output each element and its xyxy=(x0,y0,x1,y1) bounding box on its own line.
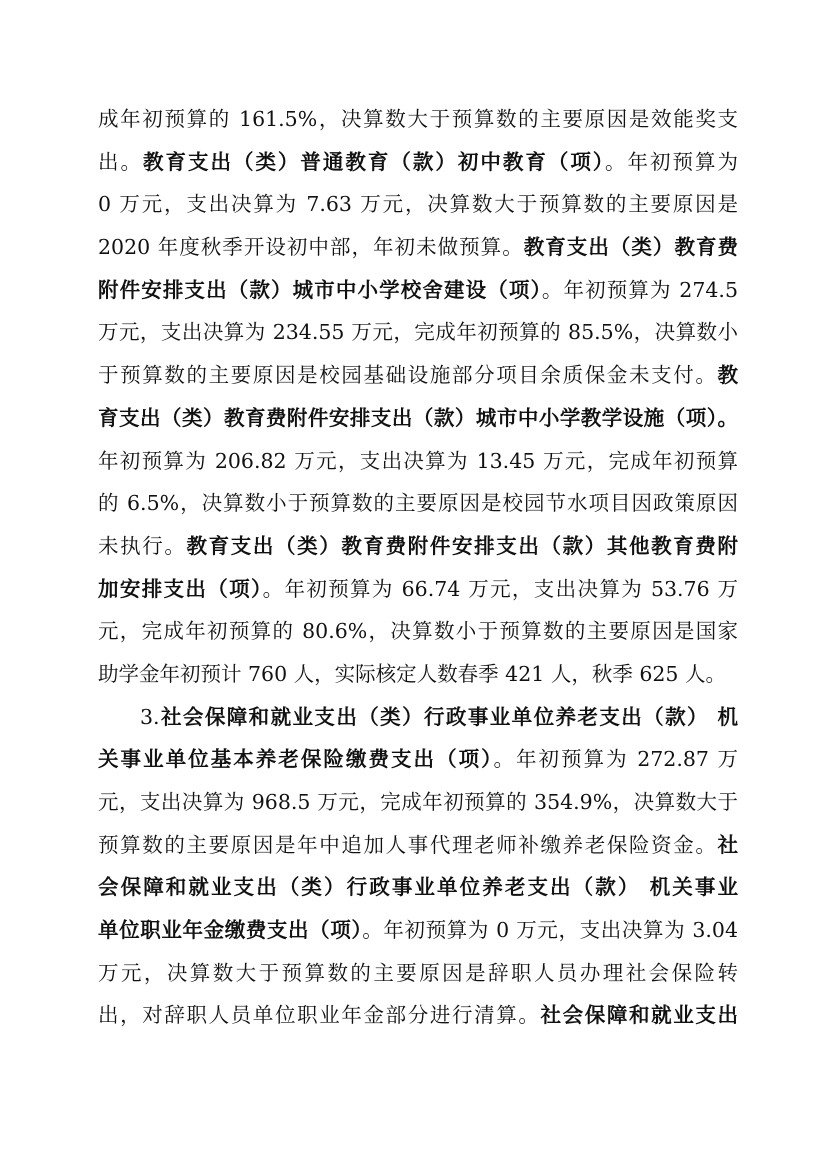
heading-run: 会保障和就业支出（类）行政事业单位养老支出（款） 机关事业 xyxy=(98,875,738,900)
text-run: 成年初预算的 161.5%，决算数大于预算数的主要原因是效能奖支 xyxy=(98,107,738,131)
text-run: 万元，支出决算为 234.55 万元，完成年初预算的 85.5%，决算数小 xyxy=(98,320,738,345)
text-line xyxy=(98,653,738,696)
body-text xyxy=(98,98,738,1037)
heading-run: 单位职业年金缴费支出（项） xyxy=(98,918,363,943)
text-line xyxy=(98,909,738,952)
text-line xyxy=(98,311,738,354)
text-line xyxy=(98,440,738,483)
text-run: 。年初预算为 274.5 xyxy=(541,277,738,302)
text-line xyxy=(98,525,738,568)
text-run: 0 万元，支出决算为 7.63 万元，决算数大于预算数的主要原因是 xyxy=(98,192,738,217)
text-run: 元，支出决算为 968.5 万元，完成年初预算的 354.9%，决算数大于 xyxy=(98,790,738,814)
text-line xyxy=(98,141,738,184)
heading-run: 教 xyxy=(717,363,738,388)
heading-run: 教育支出（类）普通教育（款）初中教育（项） xyxy=(142,149,606,174)
text-line xyxy=(98,183,738,226)
text-run: 的 6.5%，决算数小于预算数的主要原因是校园节水项目因政策原因 xyxy=(98,491,738,516)
text-line xyxy=(98,568,738,611)
text-line xyxy=(98,696,738,739)
text-line xyxy=(98,781,738,824)
text-run: 未执行。 xyxy=(98,533,187,558)
heading-run: 育支出（类）教育费附件安排支出（款）城市中小学教学设施（项）。 xyxy=(98,405,738,430)
heading-run: 教育支出（类）教育费附件安排支出（款）其他教育费附 xyxy=(186,533,738,558)
heading-run: 加安排支出（项） xyxy=(98,576,263,601)
heading-run: 社会保障和就业支出（类）行政事业单位养老支出（款） 机 xyxy=(159,704,738,729)
text-run: 元，完成年初预算的 80.6%，决算数小于预算数的主要原因是国家 xyxy=(98,619,738,644)
heading-run: 社 xyxy=(717,832,738,857)
text-run: 。年初预算为 xyxy=(605,149,739,174)
text-line xyxy=(98,738,738,781)
heading-run: 教育支出（类）教育费 xyxy=(523,235,739,260)
heading-run: 附件安排支出（款）城市中小学校舍建设（项） xyxy=(98,277,542,302)
text-run: 出。 xyxy=(98,149,143,174)
text-line xyxy=(98,226,738,269)
text-line xyxy=(98,610,738,653)
text-run: 万元，决算数大于预算数的主要原因是辞职人员办理社会保险转 xyxy=(98,960,738,985)
text-run: 3. xyxy=(140,704,160,729)
text-run: 助学金年初预计 760 人，实际核定人数春季 421 人，秋季 625 人。 xyxy=(98,661,726,686)
text-line xyxy=(98,482,738,525)
heading-run: 社会保障和就业支出 xyxy=(540,1003,738,1028)
text-run: 年初预算为 206.82 万元，支出决算为 13.45 万元，完成年初预算 xyxy=(98,448,738,473)
text-line xyxy=(98,354,738,397)
text-line xyxy=(98,994,738,1037)
text-run: 。年初预算为 0 万元，支出决算为 3.04 xyxy=(362,918,739,943)
text-run: 于预算数的主要原因是校园基础设施部分项目余质保金未支付。 xyxy=(98,363,718,388)
text-run: 出，对辞职人员单位职业年金部分进行清算。 xyxy=(98,1003,541,1028)
text-line xyxy=(98,397,738,440)
text-run: 。年初预算为 272.87 万 xyxy=(493,747,739,772)
text-run: 2020 年度秋季开设初中部，年初未做预算。 xyxy=(98,235,524,260)
text-line xyxy=(98,269,738,312)
text-line xyxy=(98,952,738,995)
text-line xyxy=(98,866,738,909)
heading-run: 关事业单位基本养老保险缴费支出（项） xyxy=(98,747,494,772)
text-run: 。年初预算为 66.74 万元，支出决算为 53.76 万 xyxy=(262,576,739,601)
text-line xyxy=(98,98,738,141)
text-line xyxy=(98,824,738,867)
text-run: 预算数的主要原因是年中追加人事代理老师补缴养老保险资金。 xyxy=(98,832,718,857)
